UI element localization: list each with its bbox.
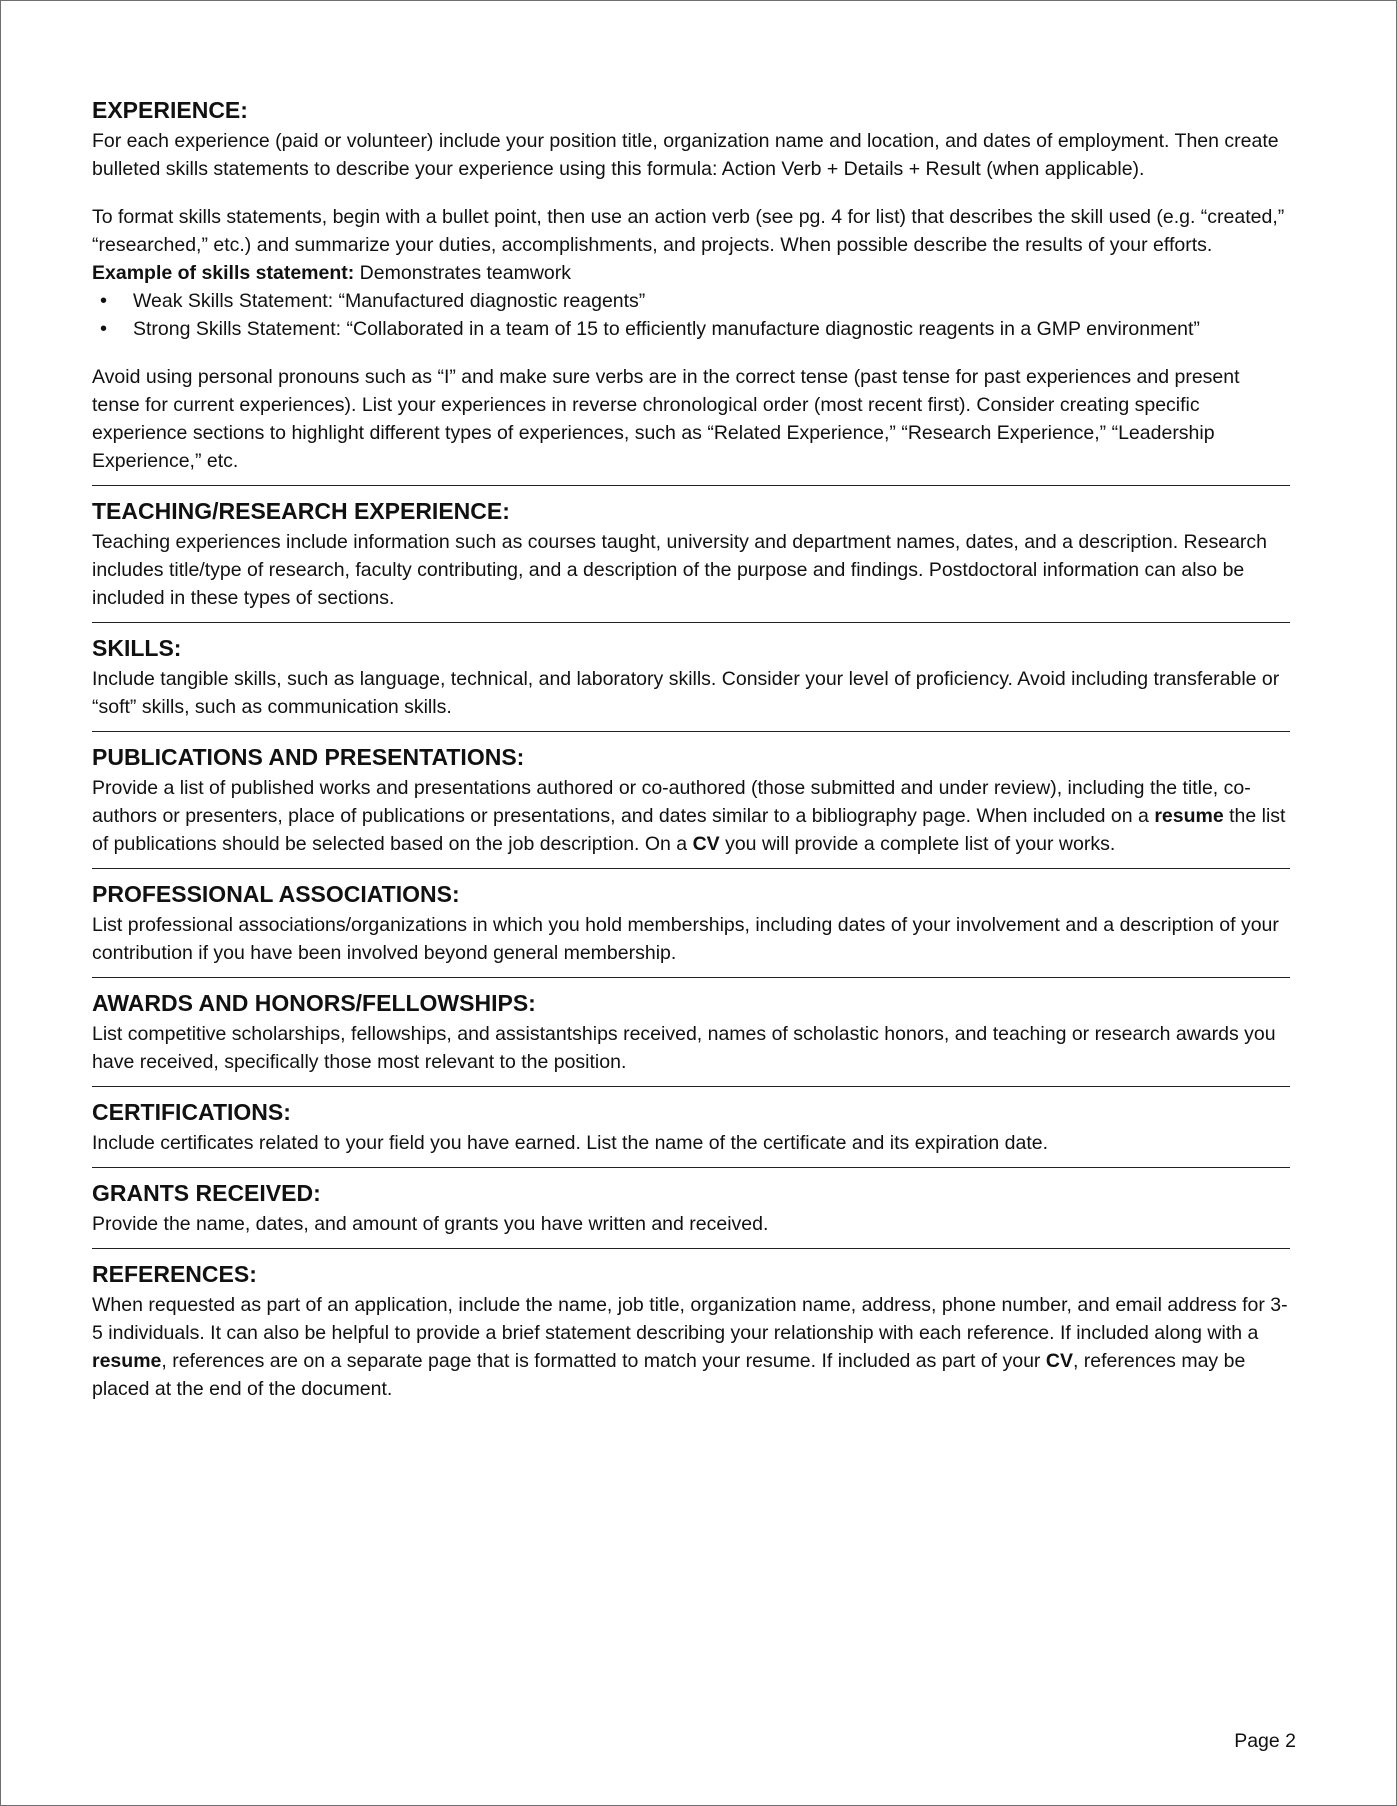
list-item: • Strong Skills Statement: “Collaborated in a team of 15 to efficiently manufacture diagnostic reagents in a GMP environment” (92, 315, 1292, 343)
section-experience (92, 95, 1292, 475)
section-heading: EXPERIENCE: (92, 97, 248, 123)
experience-paragraph-3: Avoid using personal pronouns such as “I” and make sure verbs are in the correct tense (past tense for past experiences and present tense for current experiences). List your experiences in reverse chronological order (most recent first). Consider creating specific experience sections to highlight different types of experiences, such as “Related Experience,” “Research Experience,” “Leadership Experience,” etc. (92, 366, 1240, 472)
section-text: Include tangible skills, such as language, technical, and laboratory skills. Consider your level of proficiency. Avoid including transferable or “soft” skills, such as communication skills. (92, 668, 1280, 718)
text-run: When requested as part of an application, include the name, job title, organization name, address, phone number, and email address for 3-5 individuals. It can also be helpful to provide a brief statement describing your relationship with each reference. If included along with a (92, 1294, 1288, 1344)
section-grants (92, 1178, 1292, 1238)
section-certifications (92, 1097, 1292, 1157)
section-text: Teaching experiences include information such as courses taught, university and department names, dates, and a description. Research includes title/type of research, faculty contributing, and a description of the purpose and findings. Postdoctoral information can also be included in these types of sections. (92, 531, 1267, 609)
section-heading: TEACHING/RESEARCH EXPERIENCE: (92, 498, 510, 524)
text-run: you will provide a complete list of your works. (719, 833, 1116, 855)
text-run: , references may be placed at the end of the document. (92, 1350, 1246, 1400)
example-text: Demonstrates teamwork (354, 262, 572, 284)
experience-paragraph-1: For each experience (paid or volunteer) include your position title, organization name and location, and dates of employment. Then create bulleted skills statements to describe your experience using this formula: Action Verb + Details + Result (when applicable). (92, 130, 1279, 180)
list-item: • Weak Skills Statement: “Manufactured diagnostic reagents” (92, 287, 1292, 315)
section-divider (92, 1248, 1290, 1249)
section-divider (92, 868, 1290, 869)
section-heading: REFERENCES: (92, 1261, 257, 1287)
experience-paragraph-2: To format skills statements, begin with a bullet point, then use an action verb (see pg. 4 for list) that describes the skill used (e.g. “created,” “researched,” etc.) and summarize your duties, accomplishments, and projects. When possible describe the results of your efforts. (92, 206, 1285, 256)
skills-statement-list (92, 287, 1292, 343)
bold-run: resume (92, 1350, 162, 1372)
section-divider (92, 622, 1290, 623)
section-divider (92, 485, 1290, 486)
section-heading: SKILLS: (92, 635, 182, 661)
section-divider (92, 977, 1290, 978)
section-teaching-research (92, 496, 1292, 612)
page-content (92, 95, 1292, 1403)
section-references (92, 1259, 1292, 1403)
example-label: Example of skills statement: (92, 262, 355, 284)
example-line (92, 259, 1292, 287)
section-heading: PUBLICATIONS AND PRESENTATIONS: (92, 744, 525, 770)
bold-run: CV (692, 833, 720, 855)
section-text (92, 774, 1292, 858)
section-heading: GRANTS RECEIVED: (92, 1180, 321, 1206)
section-awards (92, 988, 1292, 1076)
text-run: the list of publications should be selected based on the job description. On a (92, 805, 1286, 855)
section-heading: AWARDS AND HONORS/FELLOWSHIPS: (92, 990, 536, 1016)
section-divider (92, 731, 1290, 732)
section-heading: CERTIFICATIONS: (92, 1099, 291, 1125)
section-publications (92, 742, 1292, 858)
bold-run: CV (1045, 1350, 1073, 1372)
bold-run: resume (1154, 805, 1224, 827)
section-associations (92, 879, 1292, 967)
page-number: Page 2 (1234, 1730, 1296, 1752)
section-divider (92, 1167, 1290, 1168)
text-run: , references are on a separate page that is formatted to match your resume. If included as part of your (161, 1350, 1046, 1372)
section-text: List competitive scholarships, fellowships, and assistantships received, names of scholastic honors, and teaching or research awards you have received, specifically those most relevant to the position. (92, 1023, 1276, 1073)
section-text: Include certificates related to your field you have earned. List the name of the certificate and its expiration date. (92, 1132, 1049, 1154)
section-divider (92, 1086, 1290, 1087)
section-text (92, 1291, 1292, 1403)
section-skills (92, 633, 1292, 721)
section-text: List professional associations/organizations in which you hold memberships, including dates of your involvement and a description of your contribution if you have been involved beyond general membership. (92, 914, 1279, 964)
section-heading: PROFESSIONAL ASSOCIATIONS: (92, 881, 460, 907)
section-text: Provide the name, dates, and amount of grants you have written and received. (92, 1213, 769, 1235)
text-run: Provide a list of published works and presentations authored or co-authored (those submitted and under review), including the title, co-authors or presenters, place of publications or presentations, and dates similar to a bibliography page. When included on a (92, 777, 1251, 827)
